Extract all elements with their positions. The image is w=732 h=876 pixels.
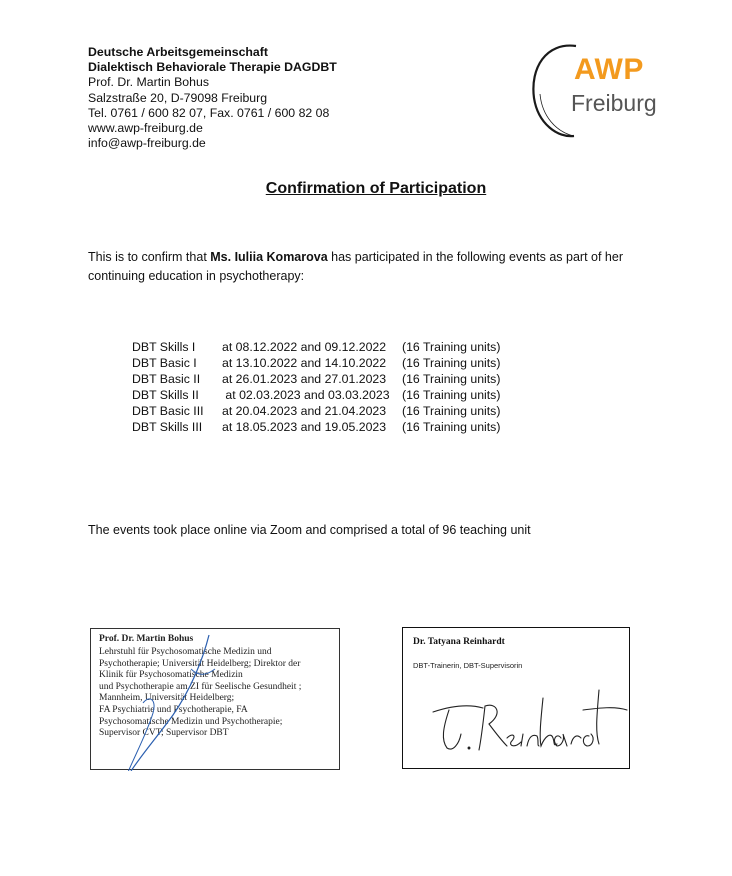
credential-line: Supervisor CVT; Supervisor DBT [99,728,229,739]
event-units: (16 Training units) [402,388,501,402]
contact-person: Prof. Dr. Martin Bohus [88,75,209,90]
document-title: Confirmation of Participation [265,180,487,197]
logo-text-awp: AWP [574,53,644,86]
event-dates: at 20.04.2023 and 21.04.2023 [222,404,387,418]
phone-fax: Tel. 0761 / 600 82 07, Fax. 0761 / 600 82 08 [88,105,330,120]
summary-text: The events took place online via Zoom and comprised a total of 96 teaching unit [88,523,531,537]
event-course: DBT Skills I [132,340,196,354]
credential-line: und Psychotherapie am ZI für Seelische Gesundheit ; [99,681,302,692]
signature-stamp-reinhardt [402,627,630,769]
event-dates: at 18.05.2023 and 19.05.2023 [222,420,387,434]
event-units: (16 Training units) [402,340,501,354]
participant-name: Ms. Iuliia Komarova [210,250,328,264]
credential-line: Klinik für Psychosomatische Medizin [99,670,243,681]
event-course: DBT Basic III [132,404,204,418]
stamp-role: DBT-Trainerin, DBT-Supervisorin [413,661,523,670]
stamp-name: Prof. Dr. Martin Bohus [99,634,194,644]
credential-line: Psychotherapie; Universität Heidelberg; Direktor der [99,658,301,669]
event-course: DBT Basic II [132,372,201,386]
event-units: (16 Training units) [402,356,501,370]
event-dates: at 08.12.2022 and 09.12.2022 [222,340,387,354]
event-dates: at 13.10.2022 and 14.10.2022 [222,356,387,370]
credential-line: Psychosomatische Medizin und Psychotherapie; [99,716,283,727]
credential-line: FA Psychiatrie und Psychotherapie, FA [99,704,248,715]
event-course: DBT Basic I [132,356,197,370]
event-course: DBT Skills III [132,420,203,434]
street-address: Salzstraße 20, D-79098 Freiburg [88,90,268,105]
website-link[interactable]: www.awp-freiburg.de [88,121,203,136]
letterhead-address [88,45,337,151]
event-units: (16 Training units) [402,404,501,418]
awp-freiburg-logo [528,40,678,140]
intro-text-before: This is to confirm that [88,250,211,264]
event-course: DBT Skills II [132,388,199,402]
handwritten-signature-reinhardt [403,628,631,770]
intro-paragraph [88,248,678,285]
logo-text-freiburg: Freiburg [571,90,657,116]
handwritten-signature-bohus [91,629,341,771]
credential-line: Mannheim, Universität Heidelberg; [99,693,235,704]
org-name-line2: Dialektisch Behaviorale Therapie DAGDBT [88,60,337,75]
intro-text-after: has participated in the following events as part of her continuing education in psychotherapy: [88,250,623,283]
org-name-line1: Deutsche Arbeitsgemeinschaft [88,45,268,59]
event-units: (16 Training units) [402,372,501,386]
stamp-name: Dr. Tatyana Reinhardt [413,637,505,647]
credential-line: Lehrstuhl für Psychosomatische Medizin und [99,647,272,657]
event-dates: at 26.01.2023 and 27.01.2023 [222,372,387,386]
event-units: (16 Training units) [402,420,501,434]
signature-stamp-bohus [90,628,340,770]
email-link[interactable]: info@awp-freiburg.de [88,136,206,151]
event-dates: at 02.03.2023 and 03.03.2023 [222,388,390,402]
